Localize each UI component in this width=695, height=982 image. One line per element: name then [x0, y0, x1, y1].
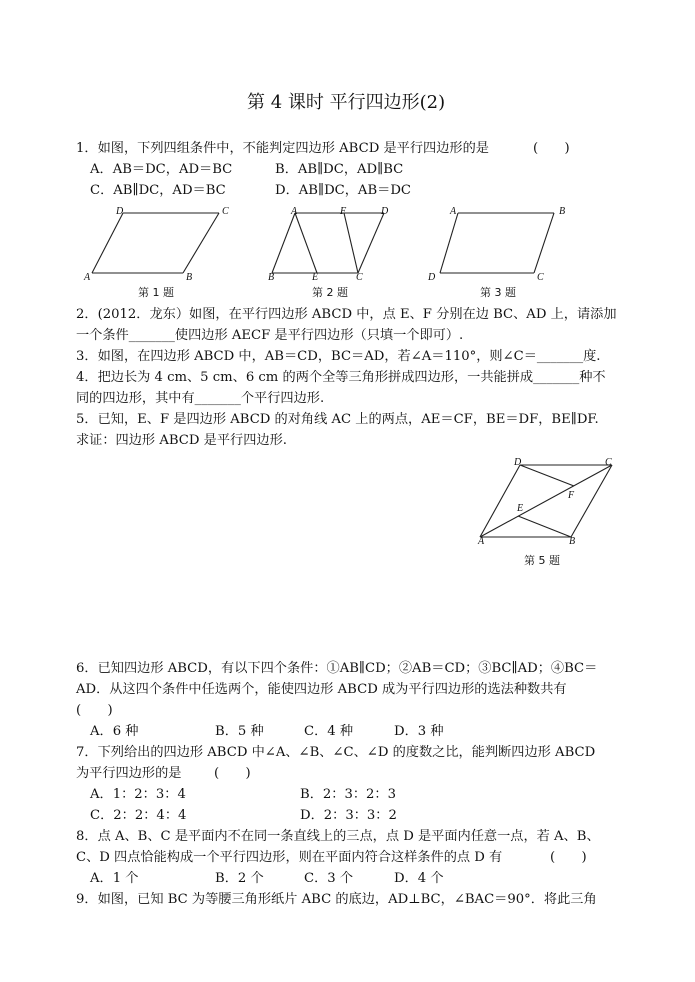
- fig2-label-c: C: [356, 272, 363, 283]
- q8-answer-paren: ( ): [550, 850, 587, 865]
- q5-line-1: 5．已知，E、F 是四边形 ABCD 的对角线 AC 上的两点，AE＝CF，BE＝DF，BE∥DF.: [76, 412, 599, 427]
- page-title: 第 4 课时 平行四边形(2): [247, 92, 446, 113]
- q8-option-c: C．3 个: [304, 871, 354, 886]
- q7-option-d: D．2：3：3：2: [300, 808, 397, 823]
- fig1-label-b: B: [186, 272, 193, 283]
- fig2-caption: 第 2 题: [312, 286, 348, 299]
- q8-option-d: D．4 个: [394, 871, 444, 886]
- fig3-caption: 第 3 题: [480, 286, 516, 299]
- q6-option-d: D．3 种: [394, 724, 444, 739]
- fig5-label-d: D: [514, 457, 522, 468]
- fig3-label-a: A: [450, 206, 457, 217]
- q7-option-a: A．1：2：3：4: [90, 787, 186, 802]
- q5-line-2: 求证：四边形 ABCD 是平行四边形.: [76, 433, 287, 448]
- q7-line-1: 7．下列给出的四边形 ABCD 中∠A、∠B、∠C、∠D 的度数之比，能判断四边形 ABCD: [76, 745, 596, 760]
- q1-answer-paren: ( ): [533, 141, 570, 156]
- fig2-label-a: A: [291, 206, 298, 217]
- q1-option-a: A．AB＝DC，AD＝BC: [90, 162, 233, 177]
- q2-line-2: 一个条件_______使四边形 AECF 是平行四边形（只填一个即可）.: [76, 328, 464, 343]
- fig2-label-f: F: [340, 206, 347, 217]
- figure-2-parallelogram: [262, 205, 397, 285]
- q4-line-2: 同的四边形，其中有_______个平行四边形.: [76, 391, 325, 406]
- q3-text: 3．如图，在四边形 ABCD 中，AB＝CD，BC＝AD，若∠A＝110°，则∠C＝_______度.: [76, 349, 601, 364]
- fig3-label-b: B: [559, 206, 566, 217]
- fig5-label-b: B: [569, 536, 576, 547]
- q6-line-1: 6．已知四边形 ABCD，有以下四个条件：①AB∥CD；②AB＝CD；③BC∥AD；④BC＝: [76, 661, 598, 676]
- q7-answer-paren: ( ): [214, 766, 251, 781]
- q6-line-2: AD．从这四个条件中任选两个，能使四边形 ABCD 成为平行四边形的选法种数共有: [76, 682, 567, 697]
- fig5-caption: 第 5 题: [524, 554, 560, 567]
- q8-line-1: 8．点 A、B、C 是平面内不在同一条直线上的三点，点 D 是平面内任意一点，若 A、B、: [76, 829, 600, 844]
- q4-line-1: 4．把边长为 4 cm、5 cm、6 cm 的两个全等三角形拼成四边形，一共能拼成_______种不: [76, 370, 606, 385]
- q6-option-a: A．6 种: [90, 724, 139, 739]
- fig1-caption: 第 1 题: [138, 286, 174, 299]
- q6-option-c: C．4 种: [304, 724, 354, 739]
- figure-5-parallelogram: [470, 455, 630, 555]
- q8-line-2: C、D 四点恰能构成一个平行四边形，则在平面内符合这样条件的点 D 有: [76, 850, 503, 865]
- q7-option-b: B．2：3：2：3: [300, 787, 397, 802]
- fig5-label-e: E: [517, 503, 524, 514]
- fig2-label-b: B: [268, 272, 275, 283]
- fig5-label-a: A: [478, 536, 485, 547]
- q8-option-a: A．1 个: [90, 871, 139, 886]
- figure-3-quadrilateral: [428, 205, 568, 285]
- q9-text: 9．如图，已知 BC 为等腰三角形纸片 ABC 的底边，AD⊥BC，∠BAC＝90°．将此三角: [76, 892, 597, 907]
- q1-option-d: D．AB∥DC，AB＝DC: [275, 183, 411, 198]
- q1-option-b: B．AB∥DC，AD∥BC: [275, 162, 404, 177]
- fig2-label-e: E: [312, 272, 319, 283]
- fig1-label-c: C: [222, 206, 229, 217]
- fig1-label-a: A: [84, 272, 91, 283]
- q7-option-c: C．2：2：4：4: [90, 808, 187, 823]
- q6-answer-paren: ( ): [76, 703, 113, 718]
- figure-1-parallelogram: [82, 205, 242, 285]
- q1-option-c: C．AB∥DC，AD＝BC: [90, 183, 226, 198]
- q2-line-1: 2．(2012．龙东）如图，在平行四边形 ABCD 中，点 E、F 分别在边 BC、AD 上，请添加: [76, 307, 617, 322]
- q1-stem: 1．如图，下列四组条件中，不能判定四边形 ABCD 是平行四边形的是: [76, 141, 489, 156]
- q7-line-2: 为平行四边形的是: [76, 766, 182, 781]
- fig1-label-d: D: [116, 206, 124, 217]
- fig3-label-c: C: [537, 272, 544, 283]
- fig5-label-c: C: [605, 457, 612, 468]
- q8-option-b: B．2 个: [215, 871, 264, 886]
- fig5-label-f: F: [568, 490, 575, 501]
- q6-option-b: B．5 种: [215, 724, 264, 739]
- fig3-label-d: D: [428, 272, 436, 283]
- fig2-label-d: D: [381, 206, 389, 217]
